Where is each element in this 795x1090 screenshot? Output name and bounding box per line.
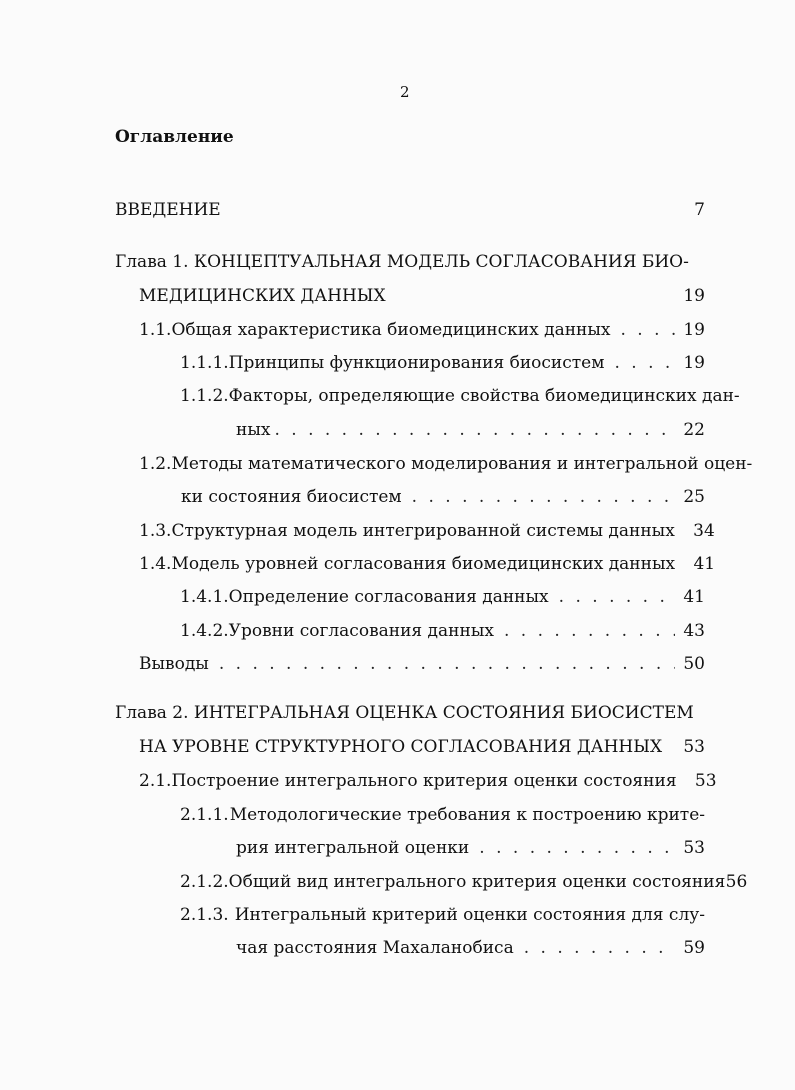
entry-page: 53 xyxy=(683,737,705,757)
entry-page: 50 xyxy=(683,654,705,674)
entry-page: 53 xyxy=(694,771,717,791)
toc-entry-ch2-line1[interactable]: Глава 2. ИНТЕГРАЛЬНАЯ ОЦЕНКА СОСТОЯНИЯ БИОСИСТЕМ xyxy=(115,703,694,723)
entry-page: 19 xyxy=(683,353,705,373)
entry-title: чая расстояния Махаланобиса xyxy=(236,938,514,958)
leader-dots xyxy=(504,621,675,641)
entry-title: Выводы xyxy=(139,654,209,674)
entry-title: Методологические требования к построению крите- xyxy=(229,805,705,825)
leader-dots xyxy=(219,654,675,674)
toc-entry-intro[interactable] xyxy=(115,200,705,220)
leader-dots xyxy=(274,420,675,440)
toc-entry-1-2[interactable] xyxy=(181,487,705,507)
entry-number: 2.1. xyxy=(139,771,172,791)
entry-page: 41 xyxy=(693,554,716,574)
entry-number: 1.1.1. xyxy=(180,353,229,373)
entry-page: 43 xyxy=(683,621,705,641)
leader-dots xyxy=(614,353,675,373)
toc-entry-1-1[interactable] xyxy=(139,320,705,340)
toc-entry-ch2[interactable] xyxy=(139,737,705,757)
entry-title: ВВЕДЕНИЕ xyxy=(115,200,221,220)
entry-page: 7 xyxy=(694,200,705,220)
toc-entry-1-4-2[interactable] xyxy=(180,621,705,641)
entry-title: Интегральный критерий оценки состояния для слу- xyxy=(234,905,705,925)
entry-title: Построение интегрального критерия оценки состояния xyxy=(171,771,677,791)
entry-title: НА УРОВНЕ СТРУКТУРНОГО СОГЛАСОВАНИЯ ДАННЫХ xyxy=(139,737,663,757)
entry-title: Модель уровней согласования биомедицинских данных xyxy=(171,554,676,574)
entry-title: ки состояния биосистем xyxy=(181,487,402,507)
leader-dots xyxy=(559,587,675,607)
entry-title: Уровни согласования данных xyxy=(228,621,494,641)
toc-entry-2-1-3[interactable] xyxy=(236,938,705,958)
entry-number: 1.2. xyxy=(139,454,172,474)
toc-entry-ch1[interactable] xyxy=(139,286,705,306)
entry-page: 19 xyxy=(683,320,705,340)
entry-title: Определение согласования данных xyxy=(228,587,549,607)
entry-page: 56 xyxy=(725,872,748,892)
leader-dots xyxy=(479,838,675,858)
toc-entry-1-1-2[interactable] xyxy=(236,420,705,440)
toc-entry-1-3[interactable] xyxy=(139,521,715,541)
entry-number: 1.4.2. xyxy=(180,621,229,641)
entry-number: 1.4.1. xyxy=(180,587,229,607)
entry-title: Факторы, определяющие свойства биомедицинских дан- xyxy=(228,386,740,406)
leader-dots xyxy=(620,320,675,340)
entry-title: МЕДИЦИНСКИХ ДАННЫХ xyxy=(139,286,386,306)
entry-title: рия интегральной оценки xyxy=(236,838,470,858)
entry-title: Структурная модель интегрированной системы данных xyxy=(171,521,675,541)
entry-page: 41 xyxy=(683,587,705,607)
entry-page: 53 xyxy=(683,838,705,858)
entry-title: Общая характеристика биомедицинских данных xyxy=(171,320,611,340)
toc-entry-1-4[interactable] xyxy=(139,554,716,574)
page-number: 2 xyxy=(400,83,410,101)
entry-number: 1.1.2. xyxy=(180,386,229,406)
toc-entry-ch1-line1[interactable]: Глава 1. КОНЦЕПТУАЛЬНАЯ МОДЕЛЬ СОГЛАСОВАНИЯ БИО- xyxy=(115,252,689,272)
entry-title: ных xyxy=(236,420,271,440)
entry-page: 22 xyxy=(683,420,705,440)
toc-entry-1-1-2-line1[interactable] xyxy=(180,386,740,406)
toc-title: Оглавление xyxy=(115,127,234,147)
entry-number: 1.1. xyxy=(139,320,172,340)
entry-page: 19 xyxy=(683,286,705,306)
entry-number: 2.1.1. xyxy=(180,805,229,825)
entry-title: Общий вид интегрального критерия оценки состояния xyxy=(228,872,726,892)
toc-entry-1-2-line1[interactable] xyxy=(139,454,753,474)
toc-entry-1-4-1[interactable] xyxy=(180,587,705,607)
entry-page: 34 xyxy=(693,521,715,541)
toc-entry-conclusions-1[interactable] xyxy=(139,654,705,674)
entry-title: Методы математического моделирования и интегральной оцен- xyxy=(171,454,753,474)
entry-number: 2.1.2. xyxy=(180,872,229,892)
toc-entry-2-1-2[interactable] xyxy=(180,872,748,892)
entry-title: Принципы функционирования биосистем xyxy=(228,353,605,373)
entry-page: 25 xyxy=(683,487,705,507)
entry-number: 1.3. xyxy=(139,521,172,541)
toc-entry-2-1[interactable] xyxy=(139,771,717,791)
toc-entry-2-1-1[interactable] xyxy=(236,838,705,858)
entry-page: 59 xyxy=(683,938,705,958)
entry-number: 2.1.3. xyxy=(180,905,229,925)
toc-entry-1-1-1[interactable] xyxy=(180,353,705,373)
entry-number: 1.4. xyxy=(139,554,172,574)
toc-entry-2-1-1-line1[interactable] xyxy=(180,805,705,825)
leader-dots xyxy=(412,487,675,507)
toc-entry-2-1-3-line1[interactable] xyxy=(180,905,705,925)
leader-dots xyxy=(524,938,675,958)
